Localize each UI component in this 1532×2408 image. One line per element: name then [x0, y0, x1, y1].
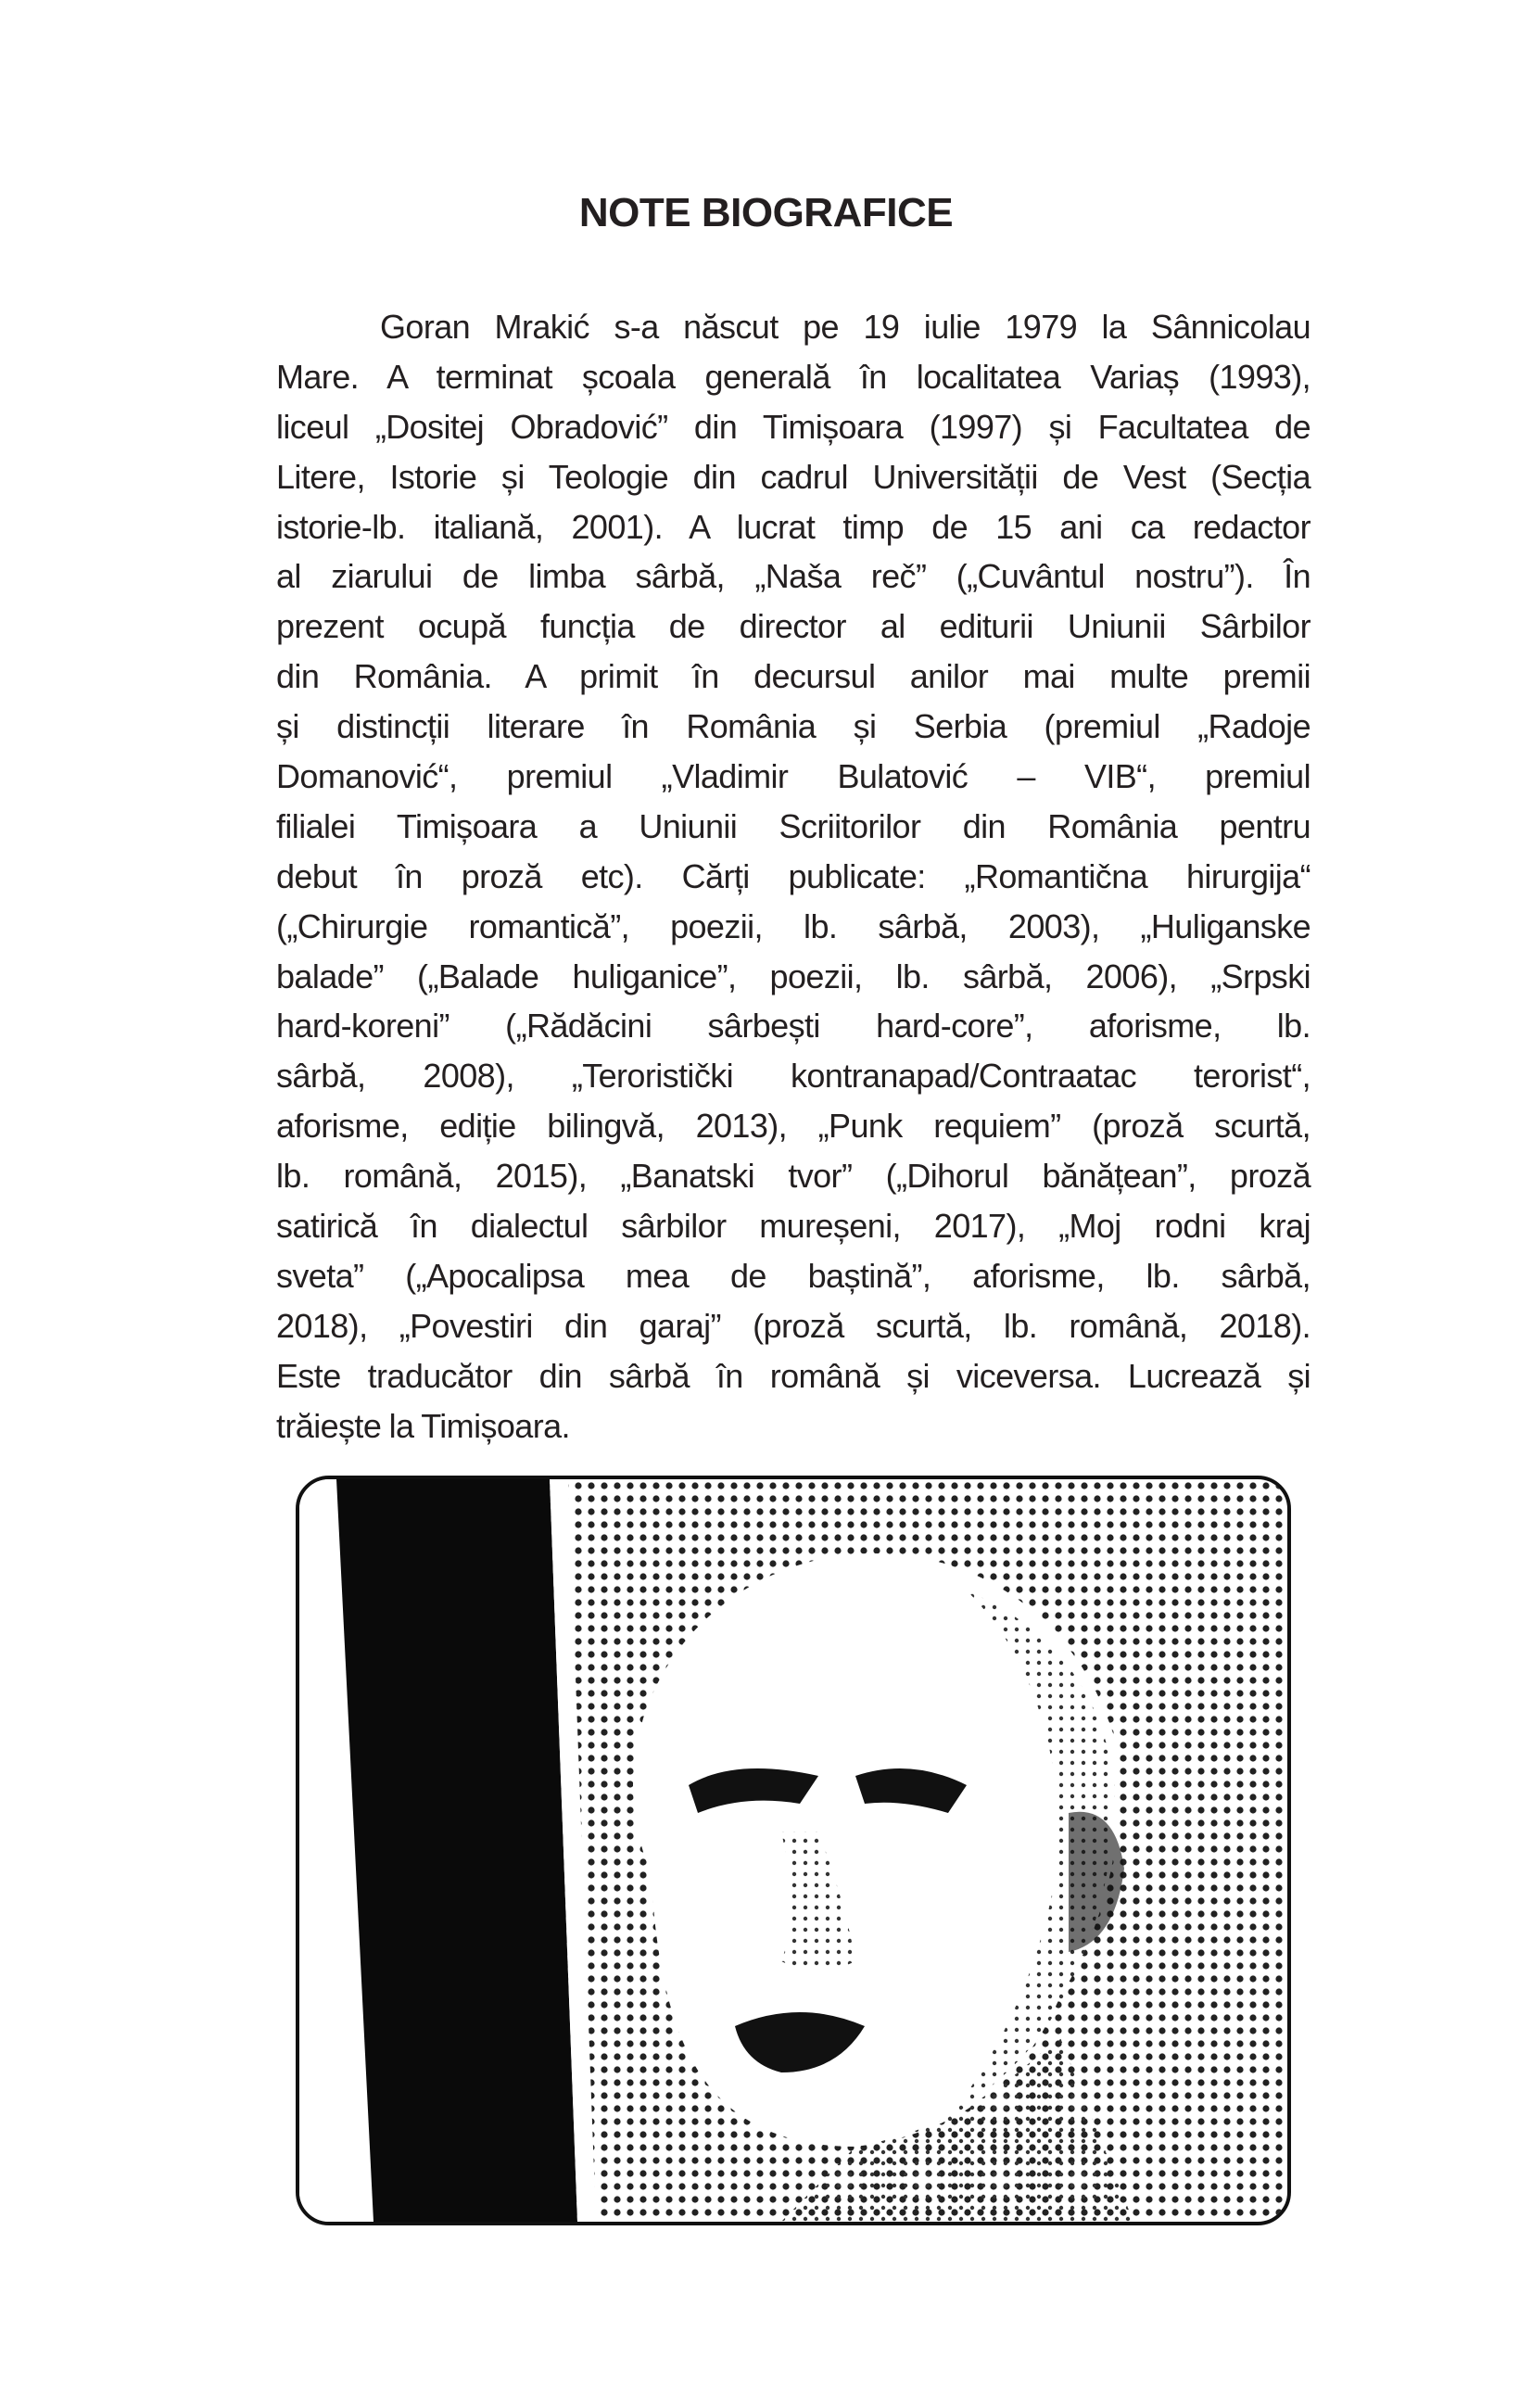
- text-line: lb. română, 2015), „Banatski tvor” („Dihorul bănățean”, proză: [276, 1157, 1310, 1196]
- text-line: sveta” („Apocalipsa mea de baștină”, aforisme, lb. sârbă,: [276, 1256, 1310, 1295]
- text-line: Domanović“, premiul „Vladimir Bulatović – VIB“, premiul: [276, 757, 1310, 796]
- text-line: Este traducător din sârbă în română și viceversa. Lucrează și: [276, 1356, 1310, 1395]
- text-line: și distincții literare în România și Serbia (premiul „Radoje: [276, 707, 1310, 746]
- text-line: filialei Timișoara a Uniunii Scriitorilor din România pentru: [276, 806, 1310, 845]
- text-line: 2018), „Povestiri din garaj” (proză scurtă, lb. română, 2018).: [276, 1306, 1310, 1345]
- text-line: debut în proză etc). Cărți publicate: „Romantična hirurgija“: [276, 856, 1310, 895]
- text-line: Mare. A terminat școala generală în localitatea Variaș (1993),: [276, 357, 1310, 396]
- page-title: NOTE BIOGRAFICE: [578, 190, 954, 235]
- text-line: trăiește la Timișoara.: [276, 1406, 570, 1445]
- text-line: balade” („Balade huliganice”, poezii, lb. sârbă, 2006), „Srpski: [276, 957, 1310, 995]
- text-line: liceul „Dositej Obradović” din Timișoara (1997) și Facultatea de: [276, 407, 1310, 446]
- text-line: al ziarului de limba sârbă, „Naša reč” („Cuvântul nostru”). În: [276, 557, 1310, 596]
- author-photo: [296, 1476, 1291, 2225]
- text-line: prezent ocupă funcția de director al editurii Uniunii Sârbilor: [276, 607, 1310, 646]
- text-line: aforisme, ediție bilingvă, 2013), „Punk requiem” (proză scurtă,: [276, 1107, 1310, 1146]
- text-line: („Chirurgie romantică”, poezii, lb. sârbă, 2003), „Huliganske: [276, 906, 1310, 945]
- text-line: hard-koreni” („Rădăcini sârbești hard-core”, aforisme, lb.: [276, 1007, 1310, 1046]
- text-line: din România. A primit în decursul anilor mai multe premii: [276, 657, 1310, 696]
- biography-text: [276, 302, 1310, 1451]
- text-line: Litere, Istorie și Teologie din cadrul Universității de Vest (Secția: [276, 457, 1310, 496]
- text-line: satirică în dialectul sârbilor mureșeni, 2017), „Moj rodni kraj: [276, 1207, 1310, 1246]
- text-line: Goran Mrakić s-a născut pe 19 iulie 1979 la Sânnicolau: [380, 308, 1310, 346]
- text-line: sârbă, 2008), „Teroristički kontranapad/Contraatac terorist“,: [276, 1057, 1310, 1096]
- text-line: istorie-lb. italiană, 2001). A lucrat timp de 15 ani ca redactor: [276, 507, 1310, 546]
